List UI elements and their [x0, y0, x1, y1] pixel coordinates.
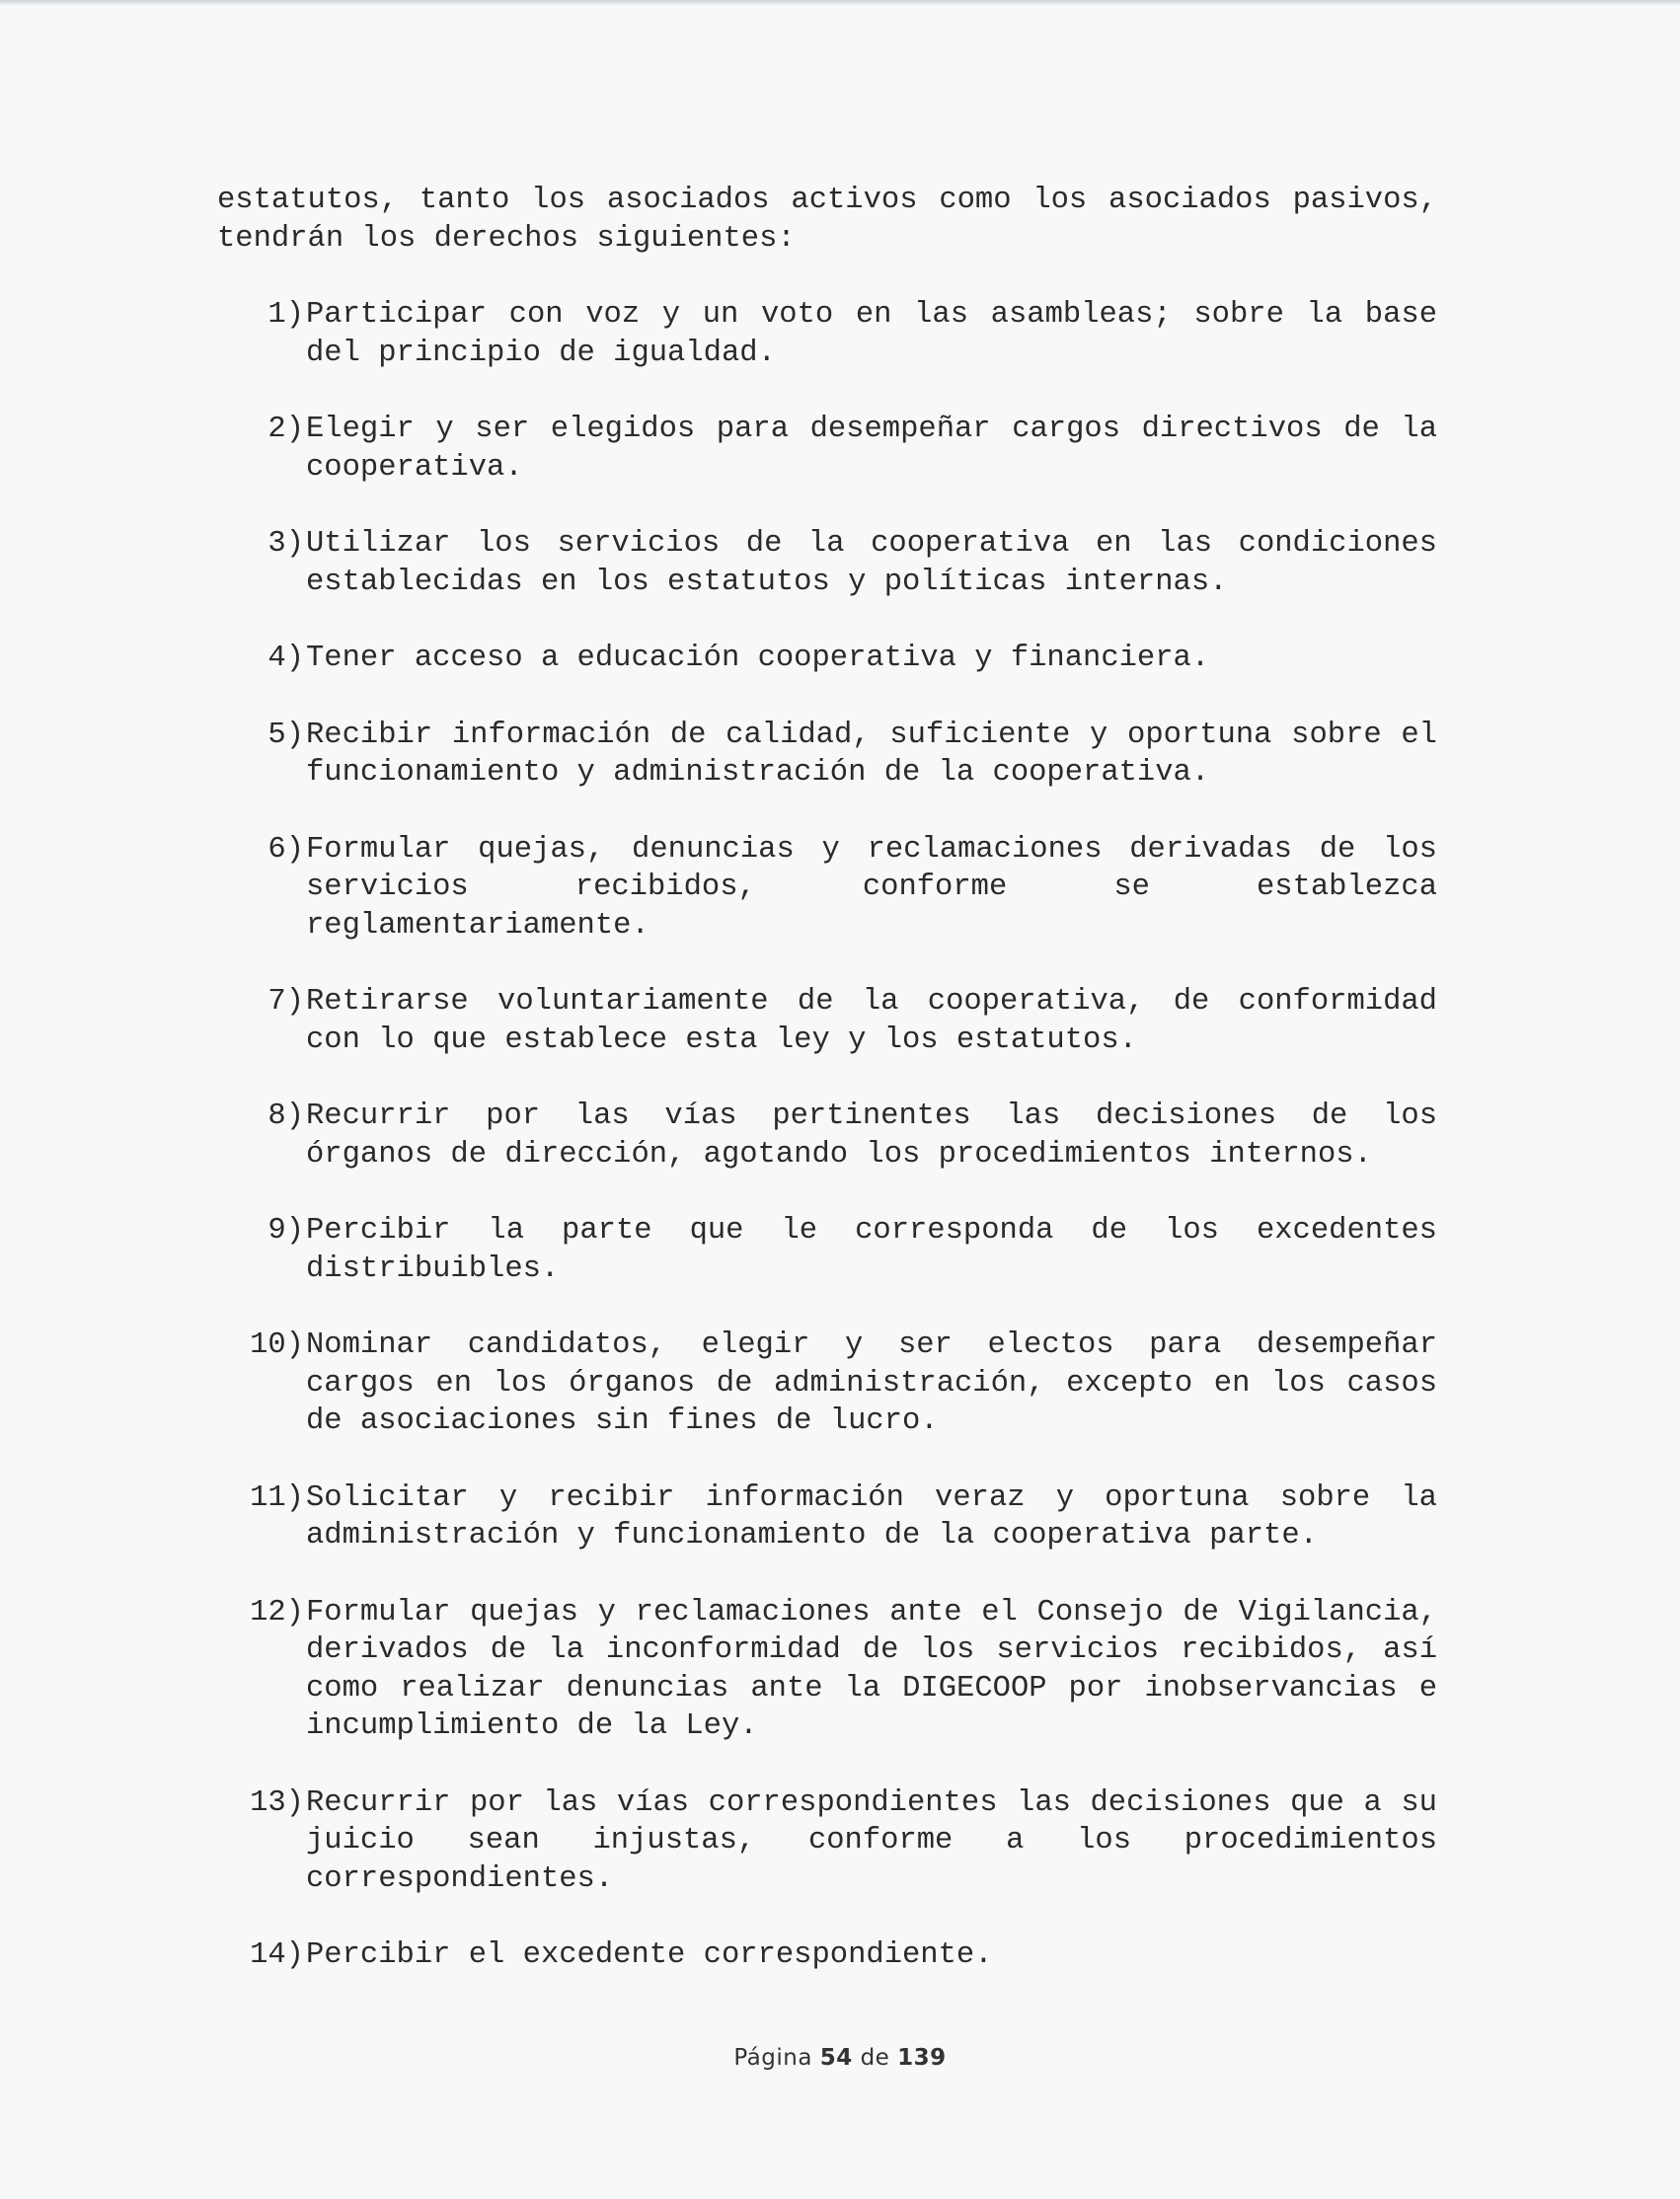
item-number: 5) — [267, 718, 304, 752]
list-item — [217, 831, 1437, 946]
item-text: Participar con voz y un voto en las asambleas; sobre la base del principio de igualdad. — [306, 298, 1437, 370]
list-item — [217, 717, 1437, 793]
item-text: Percibir el excedente correspondiente. — [306, 1938, 993, 1972]
item-text: Percibir la parte que le corresponda de los excedentes distribuibles. — [306, 1214, 1437, 1286]
item-text: Formular quejas y reclamaciones ante el Consejo de Vigilancia, derivados de la inconformidad de los servicios recibidos, así como realizar denuncias ante la DIGECOOP por inobservancias e incumplimiento de la Ley. — [306, 1595, 1437, 1743]
scan-edge — [0, 0, 1680, 6]
item-text: Utilizar los servicios de la cooperativa en las condiciones establecidas en los estatutos y políticas internas. — [306, 527, 1437, 599]
item-text: Recurrir por las vías correspondientes las decisiones que a su juicio sean injustas, conforme a los procedimientos correspondientes. — [306, 1785, 1437, 1896]
item-number: 7) — [267, 985, 304, 1019]
item-number: 10) — [250, 1328, 304, 1362]
list-item — [217, 1594, 1437, 1746]
item-number: 2) — [267, 413, 304, 446]
list-item — [217, 640, 1437, 678]
item-text: Tener acceso a educación cooperativa y financiera. — [306, 642, 1210, 675]
list-item — [217, 983, 1437, 1059]
item-number: 6) — [267, 832, 304, 867]
item-number: 13) — [250, 1785, 304, 1820]
list-item — [217, 1936, 1437, 1975]
item-text: Formular quejas, denuncias y reclamaciones derivadas de los servicios recibidos, conforme se establezca reglamentariamente. — [306, 832, 1437, 943]
list-item — [217, 1327, 1437, 1441]
item-text: Nominar candidatos, elegir y ser electos para desempeñar cargos en los órganos de administración, excepto en los casos de asociaciones sin fines de lucro. — [306, 1328, 1437, 1438]
item-number: 9) — [267, 1214, 304, 1248]
list-item — [217, 1479, 1437, 1555]
item-number: 1) — [267, 298, 304, 332]
list-item — [217, 1098, 1437, 1174]
item-text: Solicitar y recibir información veraz y oportuna sobre la administración y funcionamiento de la cooperativa parte. — [306, 1480, 1437, 1553]
item-number: 12) — [250, 1595, 304, 1630]
rights-list — [217, 296, 1437, 1975]
item-text: Recurrir por las vías pertinentes las decisiones de los órganos de dirección, agotando los procedimientos internos. — [306, 1100, 1437, 1172]
list-item — [217, 1784, 1437, 1899]
item-text: Elegir y ser elegidos para desempeñar cargos directivos de la cooperativa. — [306, 413, 1437, 485]
intro-paragraph: estatutos, tanto los asociados activos como los asociados pasivos, tendrán los derechos siguientes: — [217, 184, 1437, 256]
list-item — [217, 525, 1437, 601]
item-text: Recibir información de calidad, suficiente y oportuna sobre el funcionamiento y administración de la cooperativa. — [306, 718, 1437, 790]
item-number: 8) — [267, 1100, 304, 1133]
page-label: Página — [733, 2045, 812, 2071]
list-item — [217, 411, 1437, 487]
list-item — [217, 1212, 1437, 1288]
page-body — [217, 182, 1437, 2013]
item-number: 4) — [267, 642, 304, 675]
item-text: Retirarse voluntariamente de la cooperativa, de conformidad con lo que establece esta ley y los estatutos. — [306, 985, 1437, 1057]
page-number: 54 — [819, 2045, 853, 2071]
page-separator: de — [860, 2045, 890, 2071]
page-footer — [0, 2045, 1680, 2071]
item-number: 14) — [250, 1938, 304, 1972]
item-number: 11) — [250, 1480, 304, 1515]
list-item — [217, 296, 1437, 372]
item-number: 3) — [267, 527, 304, 561]
page-total: 139 — [897, 2045, 947, 2071]
